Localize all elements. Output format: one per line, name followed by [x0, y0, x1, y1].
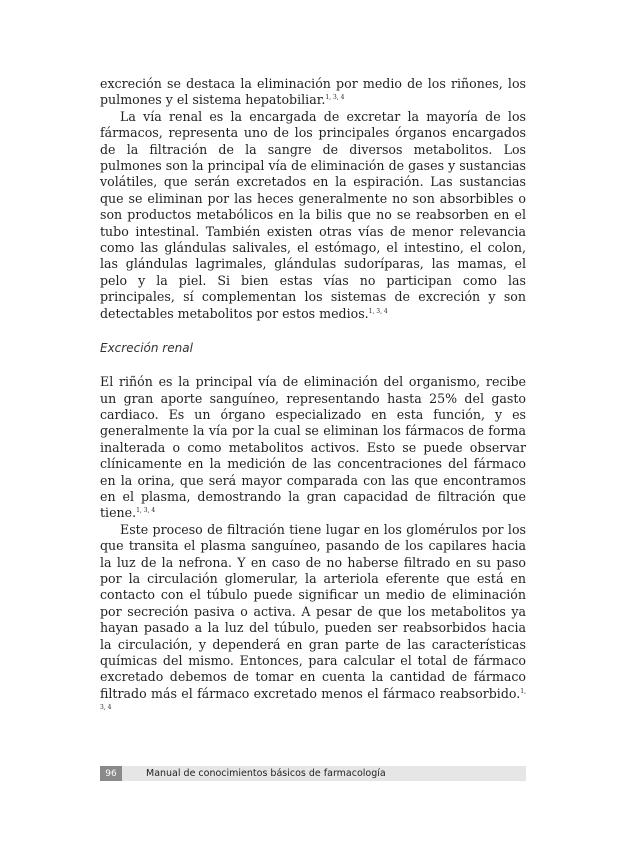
paragraph-renal-route — [100, 109, 526, 322]
reference-superscript: 1, 3, 4 — [100, 687, 526, 712]
paragraph-kidney — [100, 374, 526, 522]
reference-superscript: 1, 3, 4 — [368, 307, 388, 315]
paragraph-text: El riñón es la principal vía de eliminación del organismo, recibe un gran aporte sanguíneo, representando hasta 25% del gasto cardiaco. Es un órgano especializado en esta función, y es generalmente la vía por la cual se eliminan los fármacos de forma inalterada o como metabolitos activos. Esto se puede observar clínicamente en la medición de las concentraciones del fármaco en la orina, que será mayor comparada con las que encontramos en el plasma, demostrando la gran capacidad de filtración que tiene. — [100, 374, 526, 521]
running-title: Manual de conocimientos básicos de farmacología — [146, 768, 386, 779]
paragraph-text: Este proceso de filtración tiene lugar en los glomérulos por los que transita el plasma sanguíneo, pasando de los capilares hacia la luz de la nefrona. Y en caso de no haberse filtrado en su paso por la circulación glomerular, la arteriola eferente que está en contacto con el túbulo puede significar un medio de eliminación por secreción pasiva o activa. A pesar de que los metabolitos ya hayan pasado a la luz del túbulo, pueden ser reabsorbidos hacia la circulación, y dependerá en gran parte de las características químicas del mismo. Entonces, para calcular el total de fármaco excretado debemos de tomar en cuenta la cantidad de fármaco filtrado más el fármaco excretado menos el fármaco reabsorbido. — [100, 521, 526, 701]
page-footer — [100, 766, 526, 781]
reference-superscript: 1, 3, 4 — [136, 507, 156, 515]
section-heading: Excreción renal — [100, 341, 193, 356]
paragraph-filtration — [100, 522, 526, 719]
paragraph-text: excreción se destaca la eliminación por medio de los riñones, los pulmones y el sistema hepatobiliar. — [100, 76, 526, 108]
page-number: 96 — [100, 766, 122, 781]
paragraph-intro-continuation — [100, 76, 526, 109]
page-body — [100, 76, 526, 719]
reference-superscript: 1, 3, 4 — [325, 94, 345, 102]
paragraph-text: La vía renal es la encargada de excretar la mayoría de los fármacos, representa uno de los principales órganos encargados de la filtración de la sangre de diversos metabolitos. Los pulmones son la principal vía de eliminación de gases y sustancias volátiles, que serán excretados en la espiración. Las sustancias que se eliminan por las heces generalmente no son absorbibles o son productos metabólicos en la bilis que no se reabsorben en el tubo intestinal. También existen otras vías de menor relevancia como las glándulas salivales, el estómago, el intestino, el colon, las glándulas lagrimales, glándulas sudoríparas, las mamas, el pelo y la piel. Si bien estas vías no participan como las principales, sí complementan los sistemas de excreción y son detectables metabolitos por estos medios. — [100, 108, 526, 321]
